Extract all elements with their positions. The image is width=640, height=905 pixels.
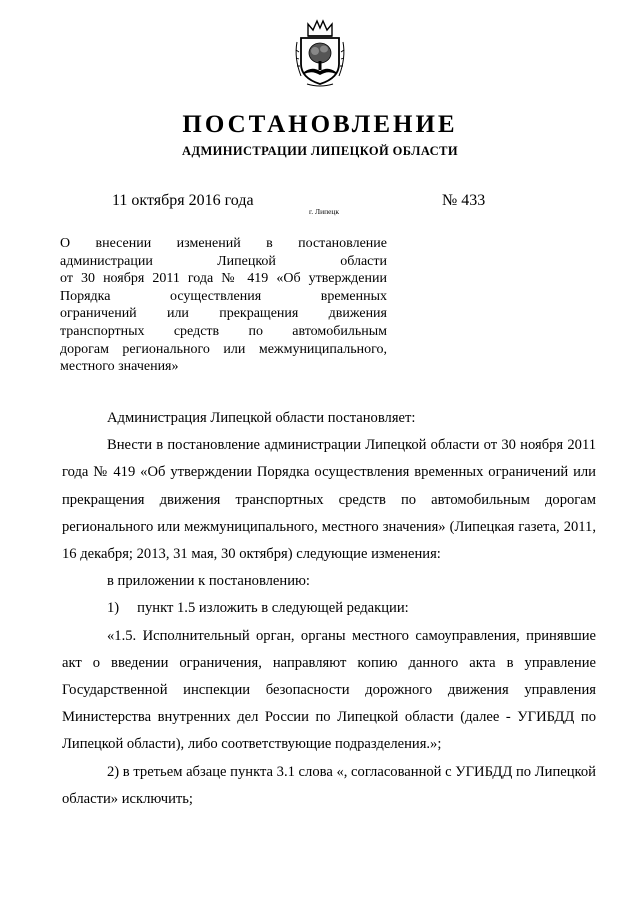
subject-line: транспортных средств по автомобильным	[60, 323, 387, 339]
list-item-1	[62, 595, 596, 622]
document-city: г. Липецк	[309, 207, 340, 216]
document-date: 11 октября 2016 года	[112, 192, 254, 209]
list-item-2: 2) в третьем абзаце пункта 3.1 слова «, согласованной с УГИБДД по Липецкой области» исключить;	[62, 763, 596, 807]
quoted-paragraph: «1.5. Исполнительный орган, органы местного самоуправления, принявшие акт о введении ограничения, направляют копию данного акта в управление Государственной инспекции безопасности дорожного движения управления Министерства внутренних дел России по Липецкой области (далее - УГИБДД по Липецкой области), либо соответствующие подразделения.»;	[62, 627, 596, 753]
list-item-text: пункт 1.5 изложить в следующей редакции:	[137, 600, 409, 617]
document-number: № 433	[442, 192, 486, 209]
list-item-number: 1)	[107, 600, 120, 617]
subject-line: местного значения»	[60, 359, 179, 375]
subject-line: О внесении изменений в постановление	[60, 236, 387, 251]
subject-line: дорогам регионального или межмуниципального,	[60, 341, 387, 357]
body-paragraph: в приложении к постановлению:	[107, 573, 310, 590]
document-title: ПОСТАНОВЛЕНИЕ	[182, 111, 458, 138]
subject-line: администрации Липецкой области	[60, 253, 387, 269]
coat-of-arms-icon	[293, 18, 347, 88]
document-subject	[60, 235, 387, 376]
body-intro: Администрация Липецкой области постановляет:	[107, 410, 416, 426]
subject-line: от 30 ноября 2011 года № 419 «Об утверждении	[60, 271, 387, 287]
subject-line: ограничений или прекращения движения	[60, 306, 387, 322]
document-body	[62, 405, 596, 813]
subject-line: Порядка осуществления временных	[60, 288, 387, 304]
document-subtitle: АДМИНИСТРАЦИИ ЛИПЕЦКОЙ ОБЛАСТИ	[182, 144, 458, 158]
body-paragraph: Внести в постановление администрации Липецкой области от 30 ноября 2011 года № 419 «Об утверждении Порядка осуществления временных ограничений или прекращения движения транспортных средств по автомобильным дорогам регионального или межмуниципального, местного значения» (Липецкая газета, 2011, 16 декабря; 2013, 31 мая, 30 октября) следующие изменения:	[62, 437, 596, 563]
